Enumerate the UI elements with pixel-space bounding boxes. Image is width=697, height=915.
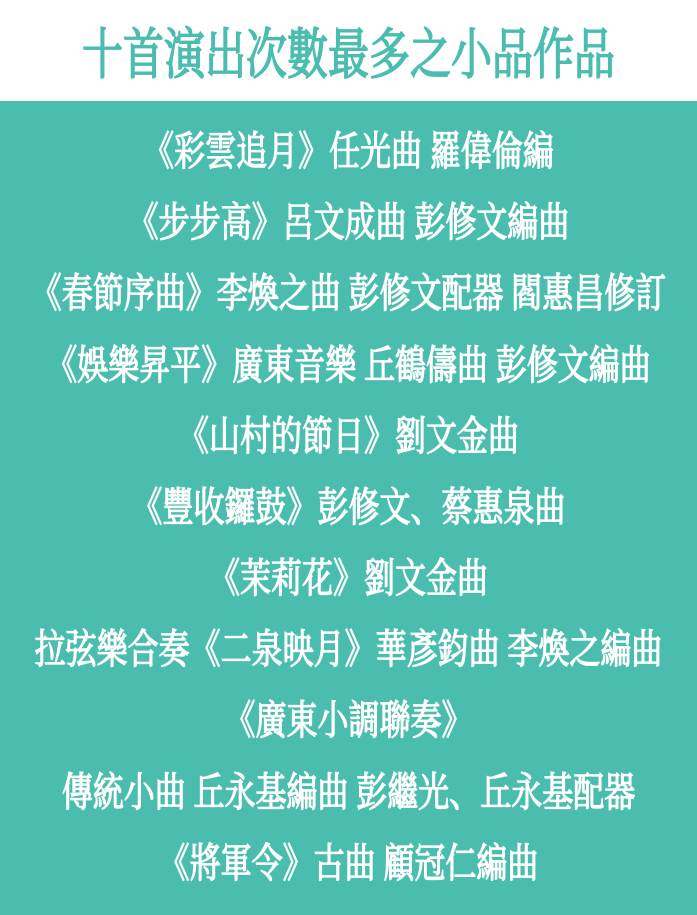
list-item: 《娛樂昇平》廣東音樂 丘鶴儔曲 彭修文編曲 [46,342,651,388]
list-item: 《廣東小調聯奏》 [224,698,473,744]
list-item: 《茉莉花》劉文金曲 [209,555,488,602]
list-item: 《豐收鑼鼓》彭修文、蔡惠泉曲 [131,484,566,531]
list-item: 《步步高》呂文成曲 彭修文編曲 [127,199,570,246]
list-item: 傳統小曲 丘永基編曲 彭繼光、丘永基配器 [61,769,636,815]
list-item: 《山村的節日》劉文金曲 [178,413,519,459]
page-title: 十首演出次數最多之小品作品 [82,23,615,86]
header [0,0,697,101]
list-item: 拉弦樂合奏《二泉映月》華彥鈞曲 李煥之編曲 [34,626,663,673]
works-list [0,101,697,915]
list-item: 《彩雲追月》任光曲 羅偉倫編 [143,128,554,175]
list-item: 《春節序曲》李煥之曲 彭修文配器 閻惠昌修訂 [30,271,667,317]
list-item: 《將軍令》古曲 顧冠仁編曲 [158,840,539,886]
